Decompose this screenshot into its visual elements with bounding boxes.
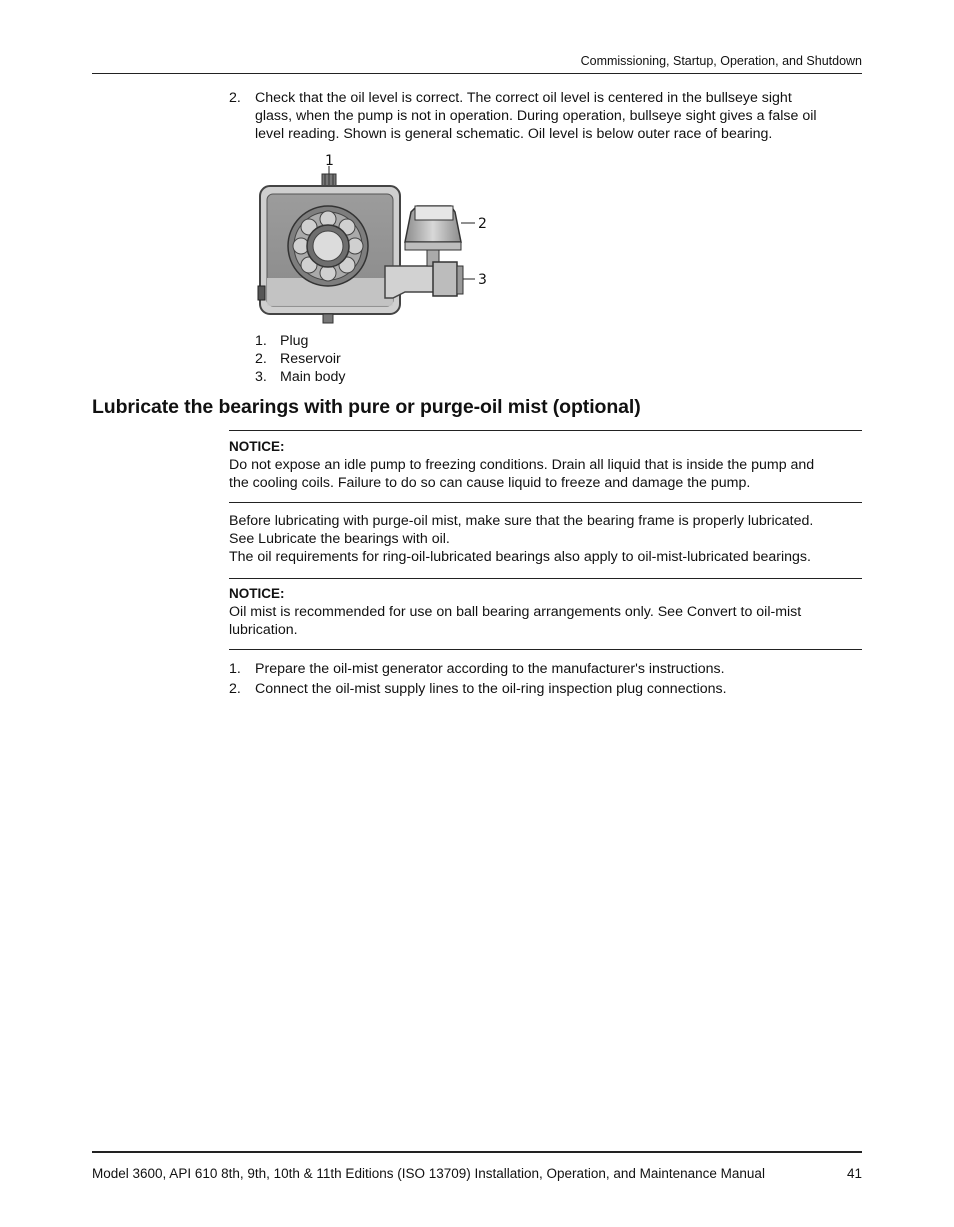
notice-heading: NOTICE:: [229, 439, 285, 454]
notice-rule-top: [229, 430, 862, 431]
notice-rule-bottom: [229, 649, 862, 650]
notice-oil-mist: [229, 585, 859, 639]
notice-rule-top: [229, 578, 862, 579]
section-title: Lubricate the bearings with pure or purge-oil mist (optional): [92, 396, 641, 418]
notice-line: lubrication.: [229, 622, 298, 638]
legend-number: 3.: [255, 369, 267, 385]
step-line: Check that the oil level is correct. The correct oil level is centered in the bullseye sight: [255, 90, 792, 106]
body-line: Before lubricating with purge-oil mist, make sure that the bearing frame is properly lubricated.: [229, 513, 814, 529]
list-item: [229, 680, 727, 698]
list-item: [229, 660, 727, 678]
notice-line: Do not expose an idle pump to freezing conditions. Drain all liquid that is inside the pump and: [229, 457, 815, 473]
body-line: See Lubricate the bearings with oil.: [229, 531, 450, 547]
header-rule: [92, 73, 862, 74]
step-number: 1.: [229, 661, 241, 677]
legend-item: [255, 332, 345, 350]
footer-manual-title: Model 3600, API 610 8th, 9th, 10th & 11th Editions (ISO 13709) Installation, Operation, and Maintenance Manual: [92, 1166, 765, 1181]
page-number: 41: [846, 1166, 862, 1181]
figure-legend: [255, 332, 345, 386]
notice-freezing: [229, 438, 859, 492]
callout-3: 3: [478, 272, 487, 288]
legend-label: Plug: [280, 333, 309, 349]
connecting-pipe: [385, 266, 435, 298]
main-body: [433, 262, 457, 296]
callout-1: 1: [325, 153, 334, 169]
legend-number: 2.: [255, 351, 267, 367]
legend-label: Reservoir: [280, 351, 341, 367]
callout-2: 2: [478, 216, 487, 232]
oil-level-step: [229, 89, 817, 143]
notice-line: the cooling coils. Failure to do so can cause liquid to freeze and damage the pump.: [229, 475, 751, 491]
legend-number: 1.: [255, 333, 267, 349]
running-header: Commissioning, Startup, Operation, and Shutdown: [580, 54, 862, 68]
body-paragraph: [229, 512, 859, 566]
step-number: 2.: [229, 681, 241, 697]
step-number: 2.: [229, 90, 241, 106]
notice-rule-bottom: [229, 502, 862, 503]
step-text: Connect the oil-mist supply lines to the oil-ring inspection plug connections.: [255, 681, 727, 697]
legend-item: [255, 350, 345, 368]
body-line: The oil requirements for ring-oil-lubricated bearings also apply to oil-mist-lubricated bearings.: [229, 549, 811, 565]
notice-line: Oil mist is recommended for use on ball bearing arrangements only. See Convert to oil-mist: [229, 604, 802, 620]
legend-item: [255, 368, 345, 386]
oil-level-schematic: [255, 150, 495, 325]
step-line: glass, when the pump is not in operation. During operation, bullseye sight gives a false oil: [255, 108, 817, 124]
notice-heading: NOTICE:: [229, 586, 285, 601]
oil-mist-steps: [229, 660, 727, 698]
footer-rule: [92, 1151, 862, 1153]
step-text: Prepare the oil-mist generator according to the manufacturer's instructions.: [255, 661, 725, 677]
step-line: level reading. Shown is general schematic. Oil level is below outer race of bearing.: [255, 126, 773, 142]
legend-label: Main body: [280, 369, 346, 385]
